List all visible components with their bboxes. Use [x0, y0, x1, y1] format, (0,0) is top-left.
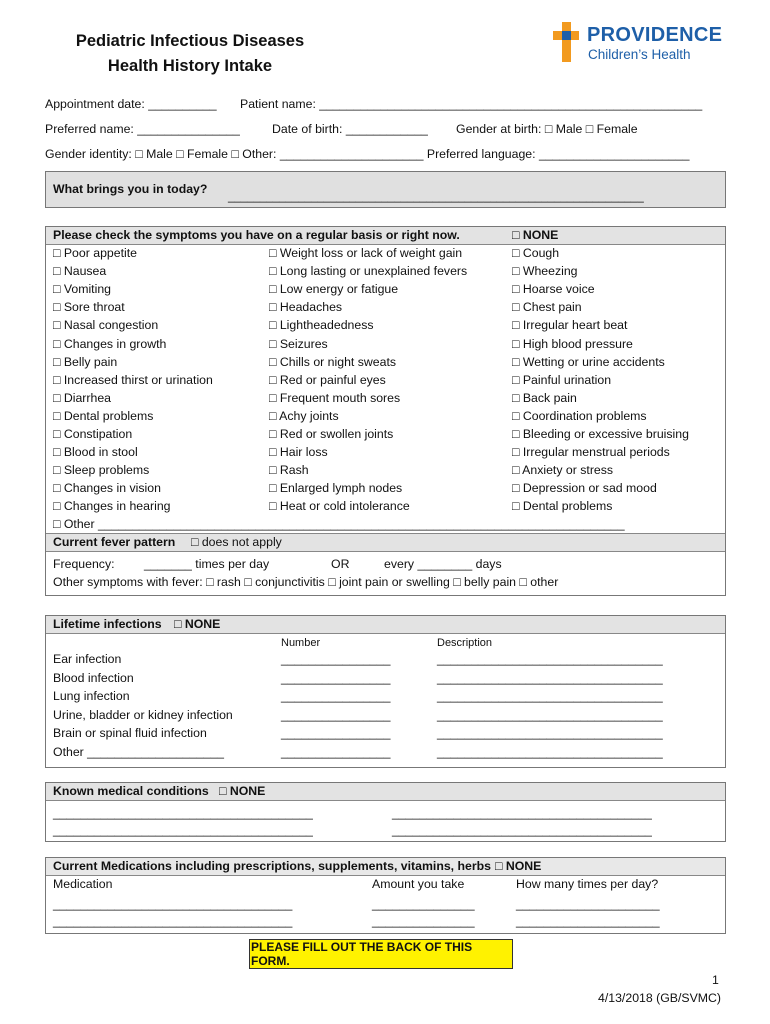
infections-number-col: Number	[281, 637, 321, 649]
fever-header: Current fever pattern	[53, 535, 176, 549]
times-input-1[interactable]: _____________________	[516, 897, 660, 911]
infection-description-input[interactable]: _________________________________	[437, 726, 663, 741]
symptom-checkbox[interactable]: □ Vomiting	[53, 282, 112, 297]
infections-header: Lifetime infections	[53, 617, 162, 631]
infection-type-label: Brain or spinal fluid infection	[53, 726, 207, 741]
condition-input-4[interactable]: ______________________________________	[392, 823, 652, 837]
symptom-checkbox[interactable]: □ Chest pain	[512, 300, 582, 315]
what-brings-input[interactable]: _________________________________________________________________	[228, 191, 644, 203]
or-label: OR	[331, 557, 350, 571]
infection-description-input[interactable]: _________________________________	[437, 670, 663, 685]
symptom-checkbox[interactable]: □ Changes in vision	[53, 481, 161, 496]
amount-input-1[interactable]: _______________	[372, 897, 475, 911]
every-days-field[interactable]: every ________ days	[384, 557, 502, 571]
infection-number-input[interactable]: ________________	[281, 670, 391, 685]
symptom-checkbox[interactable]: □ Nasal congestion	[53, 318, 159, 333]
providence-logo-text: PROVIDENCE	[587, 24, 723, 46]
symptom-checkbox[interactable]: □ Seizures	[269, 336, 328, 351]
symptom-checkbox[interactable]: □ Irregular heart beat	[512, 318, 628, 333]
medication-col: Medication	[53, 877, 113, 891]
times-input-2[interactable]: _____________________	[516, 914, 660, 928]
symptom-checkbox[interactable]: □ Enlarged lymph nodes	[269, 481, 403, 496]
symptom-checkbox[interactable]: □ Red or painful eyes	[269, 372, 386, 387]
symptom-checkbox[interactable]: □ Rash	[269, 463, 309, 478]
infections-none-checkbox[interactable]: □ NONE	[174, 617, 221, 631]
symptom-checkbox[interactable]: □ Coordination problems	[512, 408, 647, 423]
symptom-checkbox[interactable]: □ Long lasting or unexplained fevers	[269, 264, 468, 279]
conditions-none-checkbox[interactable]: □ NONE	[219, 784, 266, 798]
medication-input-1[interactable]: ___________________________________	[53, 897, 293, 911]
symptom-checkbox[interactable]: □ Hoarse voice	[512, 282, 595, 297]
symptom-checkbox[interactable]: □ Blood in stool	[53, 445, 138, 460]
symptoms-none-checkbox[interactable]: □ NONE	[512, 228, 559, 242]
symptom-checkbox[interactable]: □ Diarrhea	[53, 390, 112, 405]
date-of-birth-field[interactable]: Date of birth: ____________	[272, 122, 428, 136]
infection-type-label: Urine, bladder or kidney infection	[53, 707, 233, 722]
condition-input-3[interactable]: ______________________________________	[53, 823, 313, 837]
symptom-checkbox[interactable]: □ Back pain	[512, 390, 577, 405]
preferred-name-field[interactable]: Preferred name: _______________	[45, 122, 240, 136]
symptom-checkbox[interactable]: □ Painful urination	[512, 372, 612, 387]
symptom-checkbox[interactable]: □ Achy joints	[269, 408, 339, 423]
gender-identity-field[interactable]: Gender identity: □ Male □ Female □ Other: _____________________ Preferred language: ______________________	[45, 147, 690, 161]
symptom-checkbox[interactable]: □ Wetting or urine accidents	[512, 354, 665, 369]
frequency-label: Frequency:	[53, 557, 115, 571]
patient-name-field[interactable]: Patient name: ________________________________________________________	[240, 97, 703, 111]
times-per-day-col: How many times per day?	[516, 877, 659, 891]
symptom-checkbox[interactable]: □ Bleeding or excessive bruising	[512, 427, 689, 441]
infection-description-input[interactable]: _________________________________	[437, 707, 663, 722]
times-per-day-field[interactable]: _______ times per day	[144, 557, 270, 571]
infection-type-label: Ear infection	[53, 652, 122, 666]
fill-back-notice-text: PLEASE FILL OUT THE BACK OF THIS FORM.	[250, 940, 512, 968]
form-title-line1: Pediatric Infectious Diseases	[75, 32, 305, 50]
symptom-checkbox[interactable]: □ High blood pressure	[512, 336, 633, 351]
conditions-header: Known medical conditions	[53, 784, 209, 798]
amount-col: Amount you take	[372, 877, 465, 891]
symptom-checkbox[interactable]: □ Chills or night sweats	[269, 354, 397, 369]
symptom-other-field[interactable]: □ Other _____________________________________________________________________________	[53, 517, 625, 531]
infection-number-input[interactable]: ________________	[281, 707, 391, 722]
amount-input-2[interactable]: _______________	[372, 914, 475, 928]
symptom-checkbox[interactable]: □ Lightheadedness	[269, 318, 374, 333]
symptom-checkbox[interactable]: □ Depression or sad mood	[512, 481, 657, 496]
symptom-checkbox[interactable]: □ Hair loss	[269, 445, 328, 460]
symptom-checkbox[interactable]: □ Poor appetite	[53, 246, 137, 260]
condition-input-1[interactable]: ______________________________________	[53, 806, 313, 820]
symptom-checkbox[interactable]: □ Increased thirst or urination	[53, 372, 213, 387]
fever-not-apply-checkbox[interactable]: □ does not apply	[191, 535, 282, 549]
symptom-checkbox[interactable]: □ Weight loss or lack of weight gain	[269, 246, 463, 260]
infection-description-input[interactable]: _________________________________	[437, 689, 663, 704]
other-fever-symptoms[interactable]: Other symptoms with fever: □ rash □ conjunctivitis □ joint pain or swelling □ belly pain □ other	[53, 575, 559, 589]
infection-description-input[interactable]: _________________________________	[437, 745, 663, 759]
symptom-checkbox[interactable]: □ Cough	[512, 246, 560, 260]
symptom-checkbox[interactable]: □ Headaches	[269, 300, 343, 315]
infection-type-label: Lung infection	[53, 689, 130, 704]
condition-input-2[interactable]: ______________________________________	[392, 806, 652, 820]
fever-box	[45, 551, 726, 596]
what-brings-label: What brings you in today?	[53, 182, 208, 196]
symptom-checkbox[interactable]: □ Constipation	[53, 427, 133, 441]
infections-description-col: Description	[437, 637, 493, 649]
medication-input-2[interactable]: ___________________________________	[53, 914, 293, 928]
symptom-checkbox[interactable]: □ Wheezing	[512, 264, 578, 279]
symptom-checkbox[interactable]: □ Red or swollen joints	[269, 427, 394, 441]
medications-header: Current Medications including prescriptions, supplements, vitamins, herbs	[53, 859, 491, 873]
symptom-checkbox[interactable]: □ Changes in hearing	[53, 499, 171, 514]
fill-back-notice	[249, 939, 513, 969]
symptom-checkbox[interactable]: □ Dental problems	[512, 499, 613, 514]
gender-at-birth-field[interactable]: Gender at birth: □ Male □ Female	[456, 122, 638, 136]
infection-description-input[interactable]: _________________________________	[437, 652, 663, 666]
symptom-checkbox[interactable]: □ Nausea	[53, 264, 107, 279]
symptom-checkbox[interactable]: □ Low energy or fatigue	[269, 282, 399, 297]
page-number: 1	[712, 973, 719, 987]
symptom-checkbox[interactable]: □ Anxiety or stress	[512, 463, 614, 478]
infection-type-label: Blood infection	[53, 670, 134, 685]
form-date-code: 4/13/2018 (GB/SVMC)	[598, 991, 722, 1005]
symptom-checkbox[interactable]: □ Heat or cold intolerance	[269, 499, 410, 514]
symptom-checkbox[interactable]: □ Dental problems	[53, 408, 154, 423]
appointment-date-field[interactable]: Appointment date: __________	[45, 97, 217, 111]
symptoms-header: Please check the symptoms you have on a regular basis or right now.	[53, 228, 460, 242]
symptom-checkbox[interactable]: □ Belly pain	[53, 354, 118, 369]
symptom-checkbox[interactable]: □ Sore throat	[53, 300, 125, 315]
infection-type-label[interactable]: Other ____________________	[53, 745, 224, 759]
infection-number-input[interactable]: ________________	[281, 689, 391, 704]
symptom-checkbox[interactable]: □ Irregular menstrual periods	[512, 445, 670, 460]
infection-number-input[interactable]: ________________	[281, 745, 391, 759]
medications-none-checkbox[interactable]: □ NONE	[495, 859, 542, 873]
infection-number-input[interactable]: ________________	[281, 726, 391, 741]
childrens-health-text: Children’s Health	[588, 47, 691, 62]
symptom-checkbox[interactable]: □ Changes in growth	[53, 336, 167, 351]
form-title-line2: Health History Intake	[107, 57, 273, 75]
infection-number-input[interactable]: ________________	[281, 652, 391, 666]
symptom-checkbox[interactable]: □ Sleep problems	[53, 463, 150, 478]
symptom-checkbox[interactable]: □ Frequent mouth sores	[269, 390, 401, 405]
providence-cross-icon	[553, 22, 579, 62]
